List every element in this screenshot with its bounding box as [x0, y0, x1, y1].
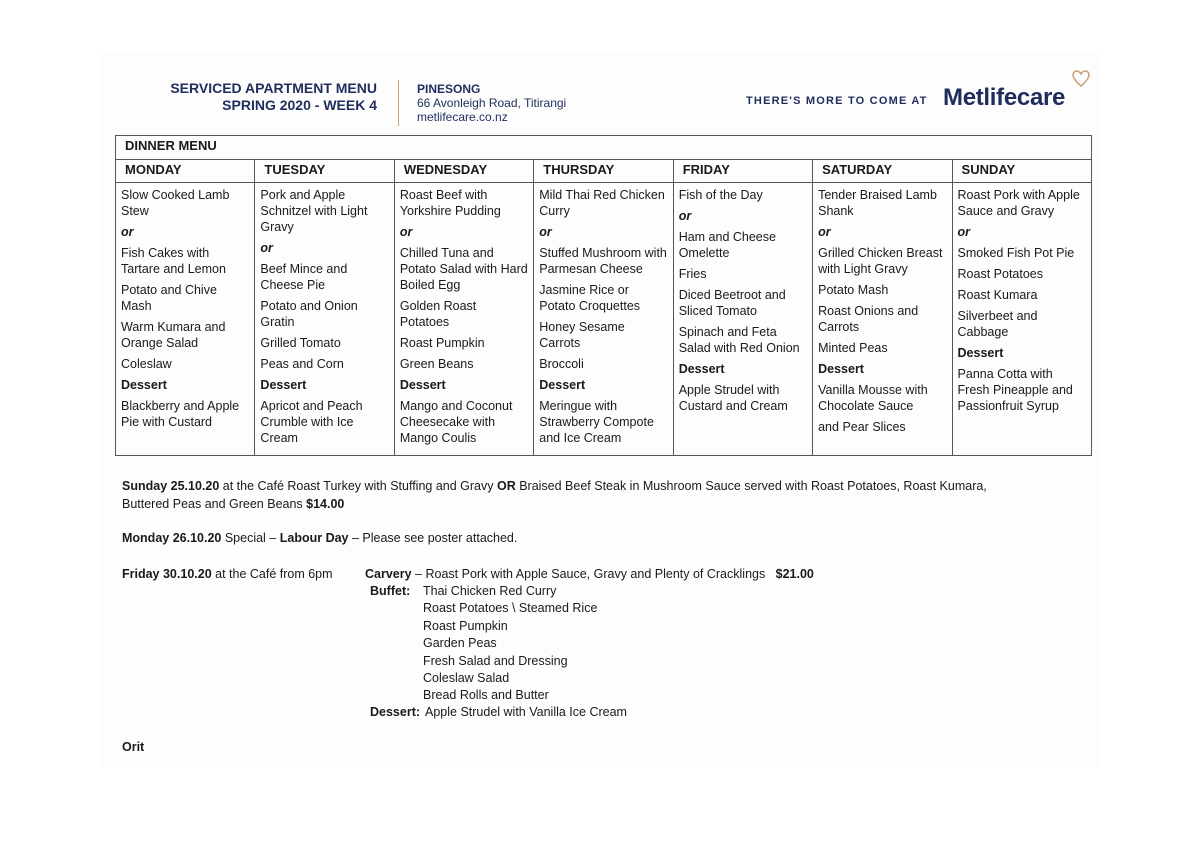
day-header-tuesday: TUESDAY [255, 160, 394, 183]
sunday-price: $14.00 [306, 496, 345, 511]
menu-item: Tender Braised Lamb Shank [818, 188, 937, 218]
buffet-item: Roast Pumpkin [423, 618, 508, 633]
menu-item: Green Beans [399, 357, 474, 371]
day-items-row [116, 183, 1092, 456]
menu-item: Smoked Fish Pot Pie [957, 246, 1075, 260]
day-header-friday: FRIDAY [673, 160, 812, 183]
heart-icon [1070, 67, 1092, 89]
menu-item: Slow Cooked Lamb Stew [121, 188, 230, 218]
dessert-heading: Dessert [260, 378, 307, 392]
dessert-heading: Dessert [121, 378, 167, 392]
or-divider: or [399, 225, 413, 239]
sunday-special [122, 478, 1002, 513]
day-header-thursday: THURSDAY [534, 160, 673, 183]
day-cell-thursday [534, 183, 673, 456]
dessert-heading: Dessert [539, 378, 586, 392]
menu-item: Panna Cotta with Fresh Pineapple and Passionfruit Syrup [957, 367, 1073, 413]
menu-item: Vanilla Mousse with Chocolate Sauce [818, 383, 928, 413]
dessert-text: Apple Strudel with Vanilla Ice Cream [425, 705, 627, 719]
dessert-heading: Dessert [678, 362, 725, 376]
buffet-item: Roast Potatoes \ Steamed Rice [423, 601, 598, 616]
menu-item: Meringue with Strawberry Compote and Ice Cream [539, 399, 654, 445]
menu-item: Spinach and Feta Salad with Red Onion [678, 325, 800, 355]
brand-logo-text: Metlifecare [943, 84, 1066, 111]
day-header-monday: MONDAY [116, 160, 255, 183]
menu-item: Honey Sesame Carrots [539, 320, 625, 350]
menu-item: Fish Cakes with Tartare and Lemon [121, 246, 226, 276]
or-divider: or [678, 209, 692, 223]
menu-item: Broccoli [539, 357, 584, 371]
carvery-text: – Roast Pork with Apple Sauce, Gravy and Plenty of Cracklings [411, 567, 766, 581]
menu-item: Mild Thai Red Chicken Curry [539, 188, 665, 218]
buffet-item: Garden Peas [423, 636, 497, 651]
friday-text1: at the Café from 6pm [211, 567, 333, 581]
carvery-label: Carvery [365, 567, 412, 581]
menu-item: Fish of the Day [678, 188, 763, 202]
day-cell-wednesday [394, 183, 533, 456]
sunday-text1: at the Café Roast Turkey with Stuffing and Gravy [219, 479, 497, 493]
monday-date: Monday 26.10.20 [122, 531, 222, 545]
brand-tagline: THERE'S MORE TO COME AT [746, 95, 928, 107]
menu-item: Grilled Chicken Breast with Light Gravy [818, 246, 943, 276]
table-title: DINNER MENU [116, 136, 1092, 160]
menu-title [155, 80, 377, 114]
menu-item: and Pear Slices [818, 420, 906, 434]
menu-item: Minted Peas [818, 341, 888, 355]
menu-item: Roast Beef with Yorkshire Pudding [399, 188, 501, 218]
signature: Orit [122, 740, 145, 754]
buffet-item: Fresh Salad and Dressing [423, 653, 568, 668]
menu-item: Potato Mash [818, 283, 889, 297]
buffet-item: Bread Rolls and Butter [423, 688, 549, 703]
day-cell-saturday [813, 183, 952, 456]
specials-notes [122, 478, 1002, 754]
or-divider: or [121, 225, 134, 239]
dessert-heading: Dessert [818, 362, 864, 376]
buffet-item: Thai Chicken Red Curry [423, 584, 557, 598]
menu-item: Beef Mince and Cheese Pie [260, 262, 348, 292]
or-divider: or [957, 225, 971, 239]
menu-item: Fries [678, 267, 707, 281]
or-divider: or [818, 225, 831, 239]
menu-item: Roast Onions and Carrots [818, 304, 919, 334]
menu-title-line2: SPRING 2020 - WEEK 4 [222, 97, 377, 113]
friday-date: Friday 30.10.20 [122, 567, 212, 581]
day-cell-friday [673, 183, 812, 456]
day-cell-tuesday [255, 183, 394, 456]
menu-item: Roast Pumpkin [399, 336, 485, 350]
day-header-sunday: SUNDAY [952, 160, 1091, 183]
monday-special [122, 530, 517, 548]
friday-special-date [122, 566, 333, 584]
menu-item: Stuffed Mushroom with Parmesan Cheese [539, 246, 667, 276]
menu-item: Chilled Tuna and Potato Salad with Hard Boiled Egg [399, 246, 528, 292]
monday-highlight: Labour Day [279, 531, 349, 545]
menu-item: Grilled Tomato [260, 336, 341, 350]
village-info [417, 82, 566, 124]
dessert-label: Dessert: [370, 705, 421, 719]
menu-item: Roast Kumara [957, 288, 1038, 302]
menu-title-line1: SERVICED APARTMENT MENU [170, 80, 377, 96]
day-header-saturday: SATURDAY [813, 160, 952, 183]
menu-item: Mango and Coconut Cheesecake with Mango Coulis [399, 399, 513, 445]
day-cell-sunday [952, 183, 1091, 456]
or-divider: or [539, 225, 552, 239]
monday-text1: Special – [221, 531, 280, 545]
menu-item: Apricot and Peach Crumble with Ice Cream [260, 399, 363, 445]
dessert-heading: Dessert [399, 378, 446, 392]
menu-item: Blackberry and Apple Pie with Custard [121, 399, 240, 429]
menu-item: Apple Strudel with Custard and Cream [678, 383, 788, 413]
dinner-menu-table [115, 135, 1092, 456]
dessert-heading: Dessert [957, 346, 1004, 360]
buffet-item: Coleslaw Salad [423, 670, 510, 685]
buffet-label: Buffet: [370, 584, 411, 598]
village-name: PINESONG [417, 82, 481, 96]
buffet-list [423, 583, 597, 705]
sunday-or: OR [496, 479, 516, 493]
menu-item: Golden Roast Potatoes [399, 299, 477, 329]
day-cell-monday [116, 183, 255, 456]
menu-item: Pork and Apple Schnitzel with Light Gravy [260, 188, 368, 234]
day-header-row [116, 160, 1092, 183]
menu-item: Potato and Chive Mash [121, 283, 217, 313]
village-website: metlifecare.co.nz [417, 110, 508, 124]
sunday-text2: Braised Beef Steak in Mushroom Sauce served with Roast Potatoes, Roast Kumara, Buttered Peas and Green Beans [122, 479, 987, 511]
carvery-price: $21.00 [775, 567, 814, 581]
menu-item: Coleslaw [121, 357, 172, 371]
village-address: 66 Avonleigh Road, Titirangi [417, 96, 567, 110]
sunday-date: Sunday 25.10.20 [122, 479, 220, 493]
menu-item: Ham and Cheese Omelette [678, 230, 776, 260]
menu-item: Peas and Corn [260, 357, 344, 371]
carvery-line [365, 566, 814, 584]
header-divider [398, 80, 399, 126]
menu-item: Roast Potatoes [957, 267, 1043, 281]
monday-text2: – Please see poster attached. [348, 531, 518, 545]
menu-item: Silverbeet and Cabbage [957, 309, 1038, 339]
or-divider: or [260, 241, 273, 255]
menu-item: Roast Pork with Apple Sauce and Gravy [957, 188, 1080, 218]
menu-item: Diced Beetroot and Sliced Tomato [678, 288, 786, 318]
menu-item: Potato and Onion Gratin [260, 299, 358, 329]
menu-item: Warm Kumara and Orange Salad [121, 320, 226, 350]
menu-item: Jasmine Rice or Potato Croquettes [539, 283, 641, 313]
day-header-wednesday: WEDNESDAY [394, 160, 533, 183]
